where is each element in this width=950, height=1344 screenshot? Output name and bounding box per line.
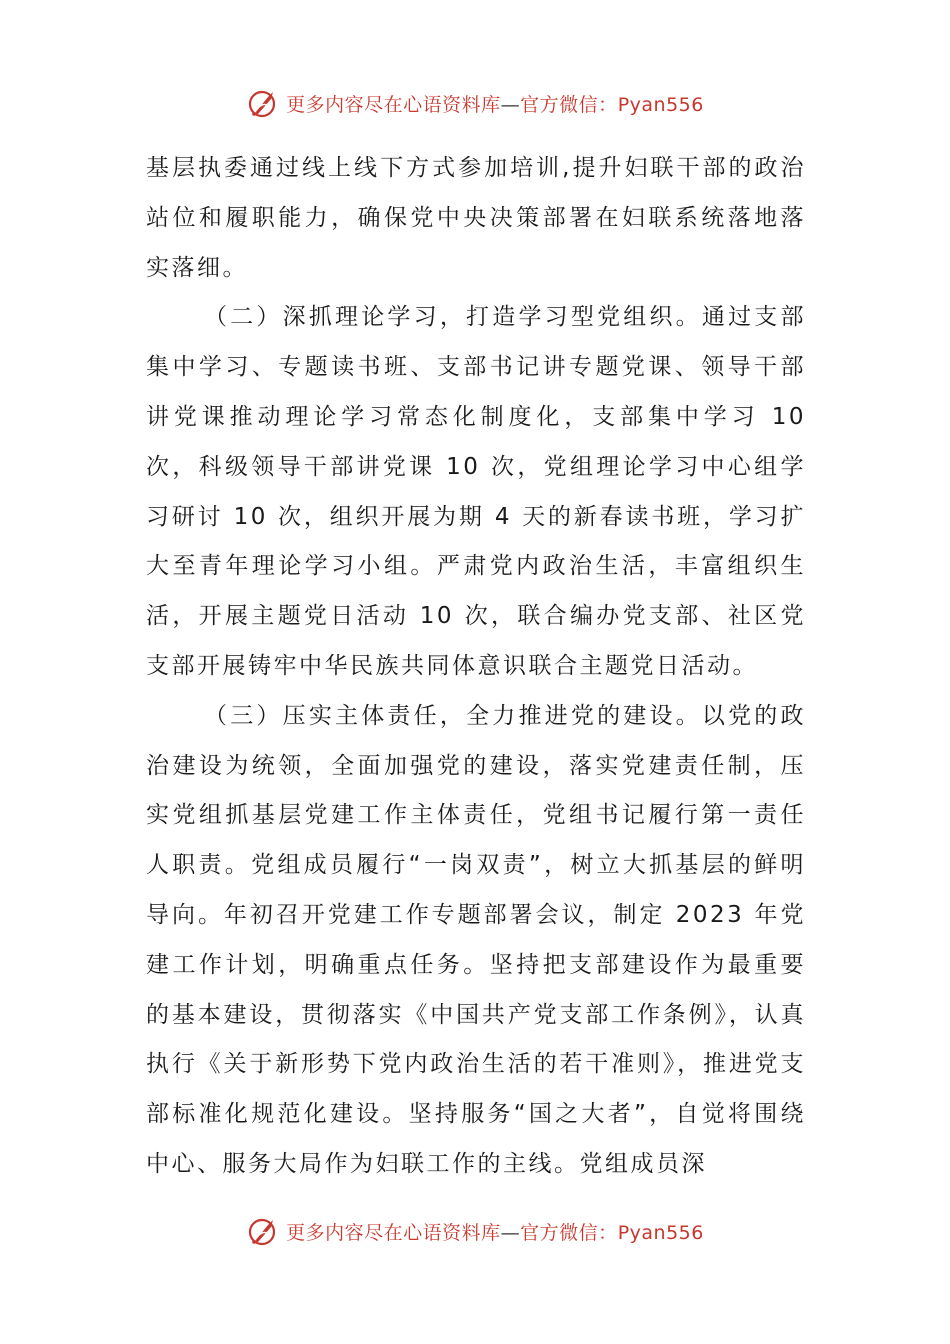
pen-nib-circle-icon xyxy=(246,1214,280,1248)
header-watermark xyxy=(0,83,950,123)
watermark-brand: 更多内容尽在心语资料库 xyxy=(286,93,501,116)
watermark-contact-label: 官方微信： xyxy=(520,1221,618,1244)
pen-nib-circle-icon xyxy=(246,86,280,120)
watermark-contact-id: Pyan556 xyxy=(617,93,704,116)
watermark-contact-label: 官方微信： xyxy=(520,93,618,116)
watermark-brand: 更多内容尽在心语资料库 xyxy=(286,1221,501,1244)
watermark-contact-id: Pyan556 xyxy=(617,1221,704,1244)
paragraph-continuation: 基层执委通过线上线下方式参加培训,提升妇联干部的政治站位和履职能力，确保党中央决策部署在妇联系统落地落实落细。 xyxy=(146,155,806,281)
watermark-separator: — xyxy=(500,1221,521,1244)
paragraph-theory-study: （二）深抓理论学习，打造学习型党组织。通过支部集中学习、专题读书班、支部书记讲专题党课、领导干部讲党课推动理论学习常态化制度化，支部集中学习 10 次，科级领导干部讲党课 10 次，党组理论学习中心组学习研讨 10 次，组织开展为期 4 天的新春读书班，学习扩大至青年理论学习小组。严肃党内政治生活，丰富组织生活，开展主题党日活动 10 次，联合编办党支部、社区党支部开展铸牢中华民族共同体意识联合主题党日活动。 xyxy=(146,304,806,679)
watermark-text xyxy=(286,90,704,117)
watermark-separator: — xyxy=(500,93,521,116)
paragraph-party-building: （三）压实主体责任，全力推进党的建设。以党的政治建设为统领，全面加强党的建设，落实党建责任制，压实党组抓基层党建工作主体责任，党组书记履行第一责任人职责。党组成员履行“一岗双责”，树立大抓基层的鲜明导向。年初召开党建工作专题部署会议，制定 2023 年党建工作计划，明确重点任务。坚持把支部建设作为最重要的基本建设，贯彻落实《中国共产党支部工作条例》，认真执行《关于新形势下党内政治生活的若干准则》，推进党支部标准化规范化建设。坚持服务“国之大者”，自觉将围绕中心、服务大局作为妇联工作的主线。党组成员深 xyxy=(146,702,806,1177)
document-body xyxy=(146,144,806,1190)
watermark-text xyxy=(286,1218,704,1245)
footer-watermark xyxy=(0,1211,950,1251)
